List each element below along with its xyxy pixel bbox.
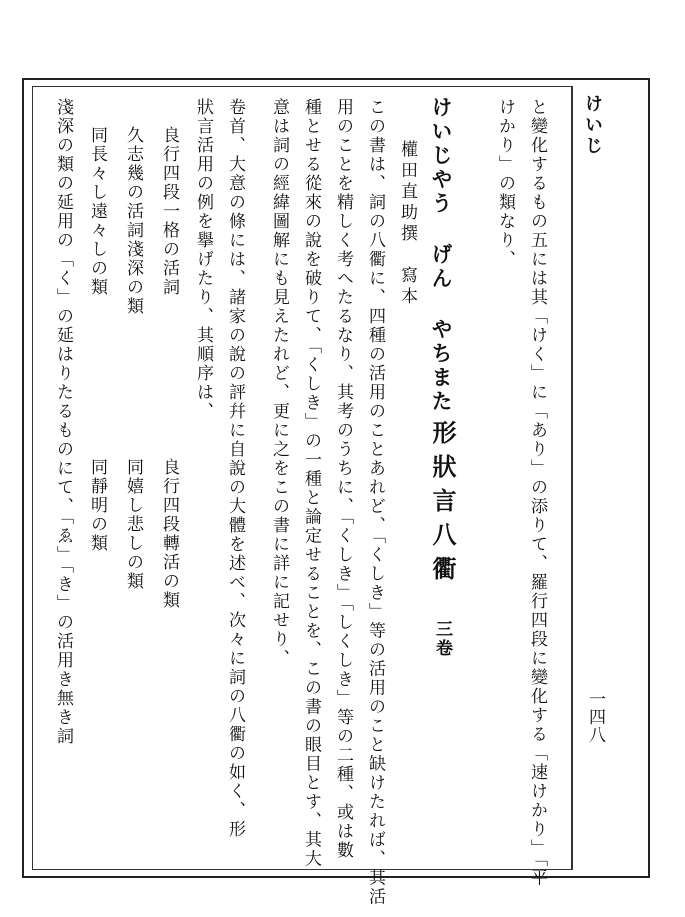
volume-count: 三卷 bbox=[432, 620, 452, 658]
body-line-5: 卷首、大意の條には、諸家の說の評幷に自說の大體を述べ、次々に詞の八衢の如く、形 bbox=[225, 98, 245, 839]
class-1-bottom: 良行四段轉活の類 bbox=[159, 458, 179, 610]
body-line-2: 用のことを精しく考へたるなり、其考のうちに、「くしき」「しくしき」等の二種、或は數 bbox=[333, 98, 353, 860]
running-title: けいじ bbox=[582, 94, 603, 157]
last-line: 淺深の類の延用の「く」の延はりたるものにて、「ゑ」「き」の活用き無き詞 bbox=[53, 98, 73, 746]
body-line-4: 意は詞の經緯圖解にも見えたれど、更に之をこの書に詳に記せり、 bbox=[269, 98, 289, 668]
body-line-3: 種とせる從來の說を破りて、「くしき」の一種と論定せることを、この書の眼目とす、其大 bbox=[301, 98, 321, 869]
page-number: 一四八 bbox=[585, 690, 605, 744]
author-line: 權田直助撰 寫本 bbox=[397, 140, 417, 308]
previous-entry-line-2: けかり」の類なり、 bbox=[495, 98, 515, 269]
body-line-6: 狀言活用の例を擧げたり、其順序は、 bbox=[193, 98, 213, 421]
class-2-top: 久志幾の活詞淺深の類 bbox=[123, 126, 143, 316]
previous-entry-line-1: と變化するもの五には其「けく」に「あり」の添りて、羅行四段に變化する「速けかり」「平 bbox=[527, 98, 547, 888]
entry-heading: けいじやう げん やちまた bbox=[429, 96, 453, 414]
class-3-bottom: 同靜明の類 bbox=[87, 458, 107, 553]
title-block bbox=[428, 420, 457, 658]
class-1-top: 良行四段一格の活詞 bbox=[159, 126, 179, 297]
book-title: 形狀言八衢 bbox=[428, 420, 457, 590]
class-3-top: 同長々し遠々しの類 bbox=[87, 126, 107, 297]
class-2-bottom: 同嬉し悲しの類 bbox=[123, 458, 143, 591]
body-line-1: この書は、詞の八衢に、四種の活用のことあれど、「くしき」等の活用のこと缺けたれば、其活 bbox=[365, 98, 385, 907]
margin-separator bbox=[572, 86, 573, 870]
